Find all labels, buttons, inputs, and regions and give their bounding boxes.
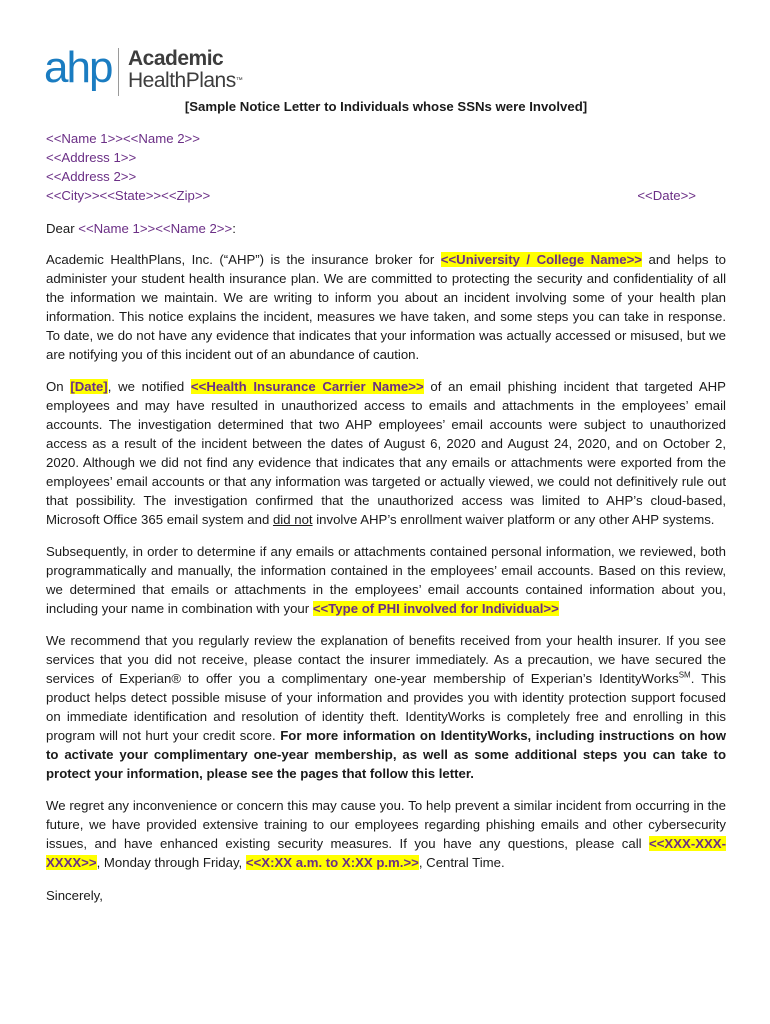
date-placeholder: [Date] (70, 379, 108, 394)
paragraph-4: We recommend that you regularly review the explanation of benefits received from your health insurer. If you see services that you did not receive, please contact the insurer immediately. As a precaution, we have secured the services of Experian® to offer you a complimentary one-year membership of Experian’s IdentityWorks℠. This product helps detect possible misuse of your information and provides you with identity protection support focused on immediate identification and resolution of identity theft. IdentityWorks is completely free and enrolling in this program will not hurt your credit score. For more information on IdentityWorks, including instructions on how to activate your complimentary one-year membership, as well as some additional steps you can take to protect your information, please see the pages that follow this letter. (46, 633, 727, 781)
letter-date: <<Date>> (637, 188, 696, 203)
identityworks-instructions: For more information on IdentityWorks, including instructions on how to activate your complimentary one-year membership, as well as some additional steps you can take to protect your information, please see the pages that follow this letter. (46, 728, 727, 781)
hours-placeholder: <<X:XX a.m. to X:XX p.m.>> (245, 855, 419, 870)
letter-heading: [Sample Notice Letter to Individuals whose SSNs were Involved] (184, 99, 588, 114)
logo-mark: ahp (44, 43, 112, 92)
address-name: <<Name 1>><<Name 2>> (46, 131, 200, 146)
paragraph-1: Academic HealthPlans, Inc. (“AHP”) is the insurance broker for <<University / College Name>> and helps to administer your student health insurance plan. We are committed to protecting the security and confidentiality of all the information we maintain. We are writing to inform you about an incident involving some of your health plan information. This notice explains the incident, measures we have taken, and some steps you can take in response. To date, we do not have any evidence that indicates that your information was actually accessed or misused, but we are notifying you of this incident out of an abundance of caution. (46, 252, 726, 362)
carrier-placeholder: <<Health Insurance Carrier Name>> (190, 379, 424, 394)
paragraph-3: Subsequently, in order to determine if any emails or attachments contained personal information, we reviewed, both programmatically and manually, the information contained in the employees’ email accounts. Based on this review, we determined that emails or attachments in the employees’ email accounts contained information about you, including your name in combination with your <<Type of PHI involved for Individual>> (46, 544, 726, 616)
address-block (46, 129, 726, 205)
closing: Sincerely, (46, 888, 103, 903)
address-city-state-zip: <<City>><<State>><<Zip>> (46, 188, 211, 203)
logo-divider (118, 48, 119, 96)
phone-placeholder: <<XXX-XXX-XXXX>> (46, 836, 726, 870)
salutation: Dear <<Name 1>><<Name 2>>: (46, 221, 236, 236)
letter-body (46, 97, 726, 905)
phi-placeholder: <<Type of PHI involved for Individual>> (312, 601, 559, 616)
university-placeholder: <<University / College Name>> (440, 252, 642, 267)
address-line-1: <<Address 1>> (46, 150, 137, 165)
address-line-2: <<Address 2>> (46, 169, 137, 184)
paragraph-5: We regret any inconvenience or concern this may cause you. To help prevent a similar incident from occurring in the future, we have provided extensive training to our employees regarding phishing emails and other cybersecurity issues, and have enhanced existing security measures. If you have any questions, please call <<XXX-XXX-XXXX>>, Monday through Friday, <<X:XX a.m. to X:XX p.m.>>, Central Time. (46, 798, 726, 870)
logo-line1: Academic (128, 47, 224, 70)
logo-line2: HealthPlans™ (128, 69, 243, 92)
ahp-logo (44, 43, 304, 98)
paragraph-2: On [Date], we notified <<Health Insurance Carrier Name>> of an email phishing incident that targeted AHP employees and may have resulted in unauthorized access to emails and attachments in the employees’ email accounts. The investigation determined that two AHP employees’ email accounts were subject to unauthorized access as a result of the incident between the dates of August 6, 2020 and August 24, 2020, and on October 2, 2020. Although we did not find any evidence that indicates that any emails or attachments were exported from the employees’ email accounts or that any information was targeted or actually viewed, we could not definitively rule out that possibility. The investigation confirmed that the unauthorized access was limited to AHP’s cloud-based, Microsoft Office 365 email system and did not involve AHP’s enrollment waiver platform or any other AHP systems. (46, 379, 726, 527)
